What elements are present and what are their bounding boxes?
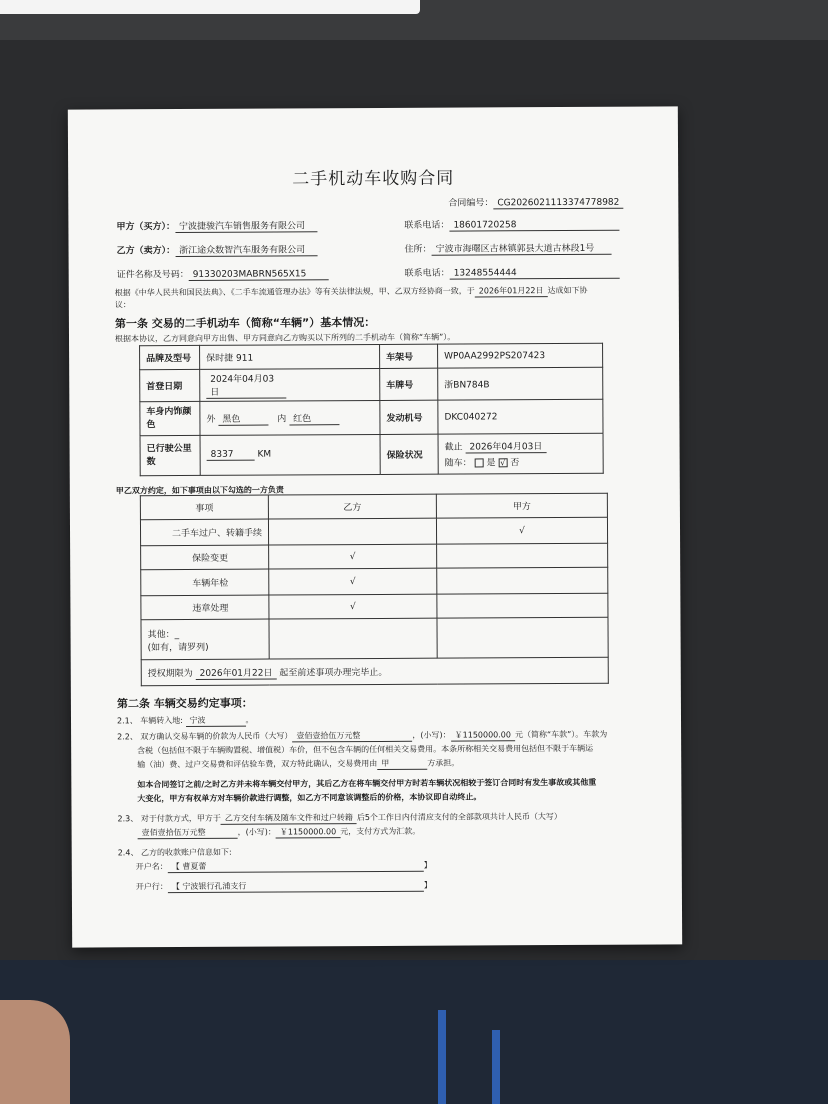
clause-2-1-label: 车辆转入地:: [140, 716, 184, 726]
clause-number: 2.3、: [117, 814, 139, 824]
intro-text: 议：: [114, 300, 131, 310]
contract-no-row: [448, 195, 623, 210]
party-b-name: 浙江途众数智汽车服务有限公司: [175, 242, 317, 257]
party-a-label: 甲方（买方）：: [116, 222, 175, 233]
insurance-until-label: 截止: [444, 442, 463, 453]
duty-other-label: 其他：: [147, 629, 175, 640]
exterior-label: 外: [206, 414, 216, 425]
reg-date-label: 首登日期: [140, 369, 200, 401]
insurance-label: 保险状况: [380, 434, 438, 474]
clause-2-1-value: 宁波: [186, 715, 246, 727]
clause-2-2-text: ，(小写)：: [412, 730, 451, 740]
clause-2-4-title: 乙方的收款账户信息如下:: [140, 847, 232, 858]
party-a-phone-label: 联系电话：: [404, 220, 450, 231]
insurance-until-value: 2026年04月03日: [465, 439, 546, 453]
clause-2-1: [117, 715, 254, 728]
clause-2-2-amount-cn: 壹佰壹拾伍万元整: [292, 730, 412, 743]
contract-title: 二手机动车收购合同: [292, 168, 455, 190]
insurance-follow-row: [445, 455, 597, 469]
mileage-value: 8337: [207, 450, 255, 461]
checkbox-yes: [475, 458, 484, 467]
duty-a-mark: √: [436, 517, 607, 544]
table-row: [141, 657, 608, 685]
clause-2-1-tail: 。: [245, 715, 254, 725]
clause-2-2-bold1: 如本合同签订之前/之时乙方并未将车辆交付甲方，其后乙方在将车辆交付甲方时若车辆状况相较于签订合同时有发生事故或其他重: [137, 777, 597, 790]
interior-label: 内: [277, 413, 287, 425]
party-b-addr: 宁波市海曙区古林镇郭县大道古林段1号: [432, 241, 612, 256]
clause-2-3-text: ，(小写)：: [237, 827, 276, 837]
clause-2-2-line1: [117, 729, 607, 744]
intro-line: [115, 285, 588, 299]
duty-item: 车辆年检: [141, 569, 269, 596]
article-1-title: 第一条 交易的二手机动车（简称“车辆”）基本情况：: [114, 315, 376, 331]
reg-date-value: 2024年04月03日: [206, 371, 286, 398]
id-number: 91330203MABRN565X15: [189, 269, 329, 281]
table-row: [140, 517, 607, 545]
clause-2-2-text: 方承担。: [427, 758, 460, 768]
vin-label: 车架号: [380, 344, 438, 368]
clause-number: 2.1、: [116, 716, 138, 726]
intro-date: 2026年01月22日: [475, 285, 548, 297]
duty-other-value: _: [174, 629, 180, 640]
clause-2-2-line3: [137, 758, 459, 772]
clause-2-3-amount: ￥1150000.00: [276, 826, 340, 838]
duty-other-cell: [141, 619, 269, 660]
intro-text: 达成如下协: [547, 285, 588, 296]
color-cell: [200, 400, 380, 435]
mileage-cell: [200, 434, 380, 475]
checkbox-no-label: 否: [510, 458, 520, 469]
duty-b-mark: √: [269, 568, 437, 595]
checkbox-yes-label: 是: [486, 458, 496, 469]
clause-2-3-line1: [117, 811, 561, 825]
bracket-close: 】: [423, 860, 432, 870]
clause-2-2-text: 元（简称“车款”）。车款为: [514, 729, 608, 740]
duty-item: 保险变更: [141, 545, 269, 570]
background-cable: [492, 1030, 500, 1104]
clause-2-3-text: 后5个工作日内付清应支付的全部款项共计人民币（大写）: [356, 812, 562, 823]
checkbox-no: √: [500, 458, 506, 468]
id-label: 证件名称及号码：: [116, 269, 189, 281]
insurance-cell: [438, 433, 603, 474]
duty-b-mark: [268, 518, 436, 545]
clause-2-2-payer: 甲: [377, 758, 427, 770]
account-name-row: [136, 860, 432, 874]
engine-label: 发动机号: [380, 400, 438, 434]
engine-value: DKC040272: [438, 399, 603, 434]
duty-item: 二手车过户、转籍手续: [140, 519, 268, 546]
clause-2-2-amount: ￥1150000.00: [451, 729, 515, 741]
clause-2-2-bold2: 大变化，甲方有权单方对车辆价款进行调整，如乙方不同意该调整后的价格，本协议即自动终止。: [137, 792, 482, 804]
party-a-phone: 18601720258: [449, 220, 619, 232]
contract-paper: [68, 106, 682, 947]
clause-number: 2.2、: [117, 732, 138, 742]
account-bank-row: [136, 880, 432, 894]
clause-2-4: [118, 847, 232, 859]
clause-2-3-line2: [138, 826, 421, 839]
plate-value: 浙BN784B: [438, 367, 603, 400]
background-card: [0, 0, 420, 14]
contract-no: CG2026021113374778982: [493, 198, 623, 210]
article-2-title: 第二条 车辆交易约定事项：: [116, 696, 253, 711]
duty-a-mark: [437, 567, 608, 594]
authorization-cell: [141, 657, 608, 685]
clause-2-2-line2: 含税（包括但不限于车辆购置税、增值税）车价，但不包含车辆的任何相关交易费用。本条所称相关交易费用包括但不限于车辆运: [137, 743, 594, 756]
bracket-close: 】: [423, 880, 432, 890]
account-bank-value: 【 宁波银行孔浦支行: [168, 880, 424, 893]
duty-header-a: 甲方: [436, 493, 607, 518]
vehicle-table: [139, 343, 604, 476]
duty-b-mark: √: [269, 544, 437, 569]
clause-2-2-text: 输（油）费、过户交易费和评估验车费，双方特此确认，交易费用由: [137, 758, 378, 770]
brand-label: 品牌及型号: [140, 345, 200, 369]
clause-2-3-condition: 乙方交付车辆及随车文件和过户转籍: [221, 812, 357, 825]
duty-a-mark: [437, 593, 608, 618]
finger: [0, 1000, 70, 1104]
contract-no-label: 合同编号：: [448, 198, 494, 209]
party-b-label: 乙方（卖方）：: [116, 246, 176, 257]
authorization-tail: 起至前述事项办理完毕止。: [279, 667, 388, 679]
duty-other-row: [148, 626, 263, 640]
clause-2-3-amount-cn: 壹佰壹拾伍万元整: [138, 827, 238, 840]
insurance-until-row: [445, 439, 597, 454]
table-row: [141, 543, 608, 569]
party-b-phone-row: [405, 265, 620, 280]
clause-2-3-text: 元，支付方式为汇款。: [340, 826, 421, 837]
party-b-phone: 13248554444: [450, 268, 620, 280]
brand-value: 保时捷 911: [200, 344, 380, 369]
table-row: [141, 617, 608, 659]
clause-number: 2.4、: [117, 848, 139, 858]
duty-header-b: 乙方: [268, 494, 436, 519]
party-a-name: 宁波捷骏汽车销售服务有限公司: [175, 218, 317, 233]
exterior-value: 黑色: [218, 411, 268, 425]
id-row: [117, 266, 329, 281]
duty-header-item: 事项: [140, 495, 268, 520]
party-b-row: [117, 242, 318, 257]
party-a-row: [116, 218, 317, 233]
table-row: [141, 593, 608, 619]
duty-b-mark: [269, 618, 437, 659]
clause-2-3-text: 对于付款方式，甲方于: [140, 813, 221, 824]
article-1-intro: 根据本协议，乙方同意向甲方出售、甲方同意向乙方购买以下所列的二手机动车（简称“车辆”）。: [114, 332, 456, 344]
background-lap: [0, 960, 828, 1104]
duty-a-mark: [437, 617, 608, 658]
vin-value: WP0AA2992PS207423: [438, 343, 603, 368]
duty-a-mark: [437, 543, 608, 568]
intro-text: 根据《中华人民共和国民法典》、《二手车流通管理办法》等有关法律法规，甲、乙双方经协商一致，于: [114, 286, 475, 298]
plate-label: 车牌号: [380, 368, 438, 400]
duty-other-hint: (如有，请罗列): [147, 642, 209, 653]
duty-item: 违章处理: [141, 595, 269, 620]
party-b-addr-row: [405, 241, 612, 256]
clause-2-2-text: 双方确认交易车辆的价款为人民币（大写）: [140, 731, 293, 742]
party-a-phone-row: [404, 217, 619, 232]
mileage-label: 已行驶公里数: [140, 435, 200, 475]
party-b-addr-label: 住所：: [404, 244, 432, 255]
account-name-label: 开户名：: [135, 862, 168, 872]
color-label: 车身内饰颜色: [140, 401, 200, 435]
duty-table: [140, 493, 609, 686]
authorization-date: 2026年01月22日: [196, 665, 277, 679]
background-cable: [438, 1010, 446, 1104]
party-b-phone-label: 联系电话：: [404, 268, 450, 279]
duty-b-mark: √: [269, 594, 437, 619]
account-name-value: 【 曹夏蕾: [168, 860, 424, 873]
table-row: [141, 567, 608, 595]
duty-intro: 甲乙双方约定，如下事项由以下勾选的一方负责: [115, 485, 284, 496]
interior-value: 红色: [289, 411, 339, 425]
mileage-unit: KM: [257, 449, 272, 460]
account-bank-label: 开户行：: [135, 882, 168, 892]
reg-date-cell: [200, 368, 380, 401]
insurance-follow-label: 随车：: [444, 458, 472, 469]
authorization-label: 授权期限为: [147, 668, 193, 679]
